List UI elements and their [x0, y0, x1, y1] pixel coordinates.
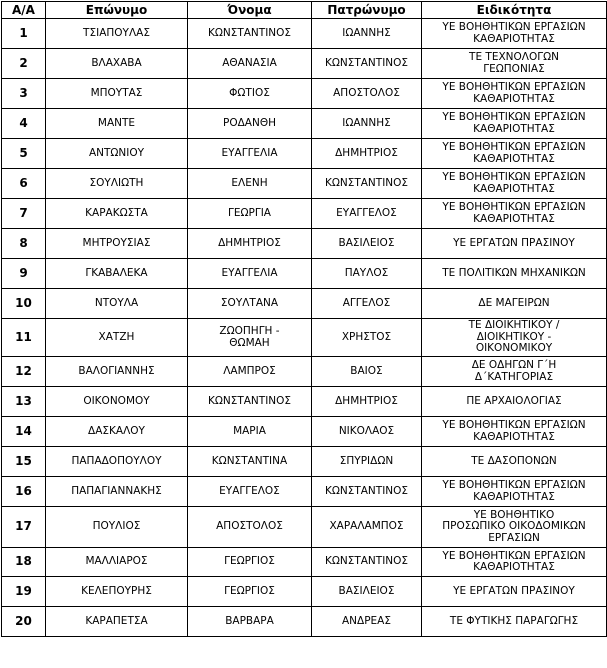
row-specialty: ΥΕ ΒΟΗΘΗΤΙΚΩΝ ΕΡΓΑΣΙΩΝ ΚΑΘΑΡΙΟΤΗΤΑΣ [422, 79, 607, 109]
row-father: ΚΩΝΣΤΑΝΤΙΝΟΣ [312, 169, 422, 199]
row-father: ΕΥΑΓΓΕΛΟΣ [312, 199, 422, 229]
row-number: 3 [2, 79, 46, 109]
row-specialty: ΥΕ ΒΟΗΘΗΤΙΚΟ ΠΡΟΣΩΠΙΚΟ ΟΙΚΟΔΟΜΙΚΩΝ ΕΡΓΑΣΙΩΝ [422, 507, 607, 548]
row-father: ΑΓΓΕΛΟΣ [312, 289, 422, 319]
row-name: ΑΠΟΣΤΟΛΟΣ [188, 507, 312, 548]
row-surname: ΚΕΛΕΠΟΥΡΗΣ [46, 577, 188, 607]
row-surname: ΜΑΝΤΕ [46, 109, 188, 139]
table-row [2, 19, 607, 49]
table-row [2, 109, 607, 139]
table-row [2, 139, 607, 169]
row-name: ΕΥΑΓΓΕΛΙΑ [188, 259, 312, 289]
row-name: ΚΩΝΣΤΑΝΤΙΝΟΣ [188, 387, 312, 417]
table-row [2, 607, 607, 637]
row-specialty: ΤΕ ΠΟΛΙΤΙΚΩΝ ΜΗΧΑΝΙΚΩΝ [422, 259, 607, 289]
row-surname: ΚΑΡΑΠΕΤΣΑ [46, 607, 188, 637]
row-father: ΝΙΚΟΛΑΟΣ [312, 417, 422, 447]
row-surname: ΠΟΥΛΙΟΣ [46, 507, 188, 548]
table-row [2, 548, 607, 577]
row-surname: ΜΠΟΥΤΑΣ [46, 79, 188, 109]
row-specialty: ΥΕ ΒΟΗΘΗΤΙΚΩΝ ΕΡΓΑΣΙΩΝ ΚΑΘΑΡΙΟΤΗΤΑΣ [422, 548, 607, 577]
row-father: ΒΑΙΟΣ [312, 357, 422, 387]
table-row [2, 289, 607, 319]
row-number: 20 [2, 607, 46, 637]
row-specialty: ΔΕ ΜΑΓΕΙΡΩΝ [422, 289, 607, 319]
row-name: ΓΕΩΡΓΙΑ [188, 199, 312, 229]
row-number: 7 [2, 199, 46, 229]
row-number: 19 [2, 577, 46, 607]
row-name: ΚΩΝΣΤΑΝΤΙΝΟΣ [188, 19, 312, 49]
header-row [2, 2, 607, 19]
row-specialty: ΥΕ ΒΟΗΘΗΤΙΚΩΝ ΕΡΓΑΣΙΩΝ ΚΑΘΑΡΙΟΤΗΤΑΣ [422, 169, 607, 199]
row-father: ΚΩΝΣΤΑΝΤΙΝΟΣ [312, 49, 422, 79]
row-specialty: ΤΕ ΦΥΤΙΚΗΣ ΠΑΡΑΓΩΓΗΣ [422, 607, 607, 637]
row-specialty: ΔΕ ΟΔΗΓΩΝ Γ΄Η Δ΄ΚΑΤΗΓΟΡΙΑΣ [422, 357, 607, 387]
row-name: ΕΥΑΓΓΕΛΙΑ [188, 139, 312, 169]
row-father: ΚΩΝΣΤΑΝΤΙΝΟΣ [312, 477, 422, 507]
row-father: ΧΑΡΑΛΑΜΠΟΣ [312, 507, 422, 548]
row-number: 5 [2, 139, 46, 169]
header-name: Όνομα [188, 2, 312, 19]
row-name: ΦΩΤΙΟΣ [188, 79, 312, 109]
row-specialty: ΥΕ ΒΟΗΘΗΤΙΚΩΝ ΕΡΓΑΣΙΩΝ ΚΑΘΑΡΙΟΤΗΤΑΣ [422, 199, 607, 229]
row-father: ΙΩΑΝΝΗΣ [312, 19, 422, 49]
table-row [2, 199, 607, 229]
row-father: ΚΩΝΣΤΑΝΤΙΝΟΣ [312, 548, 422, 577]
row-father: ΠΑΥΛΟΣ [312, 259, 422, 289]
table-row [2, 387, 607, 417]
row-specialty: ΥΕ ΕΡΓΑΤΩΝ ΠΡΑΣΙΝΟΥ [422, 577, 607, 607]
row-number: 18 [2, 548, 46, 577]
row-number: 15 [2, 447, 46, 477]
row-name: ΕΥΑΓΓΕΛΟΣ [188, 477, 312, 507]
row-number: 17 [2, 507, 46, 548]
table-row [2, 259, 607, 289]
table-row [2, 577, 607, 607]
row-name: ΜΑΡΙΑ [188, 417, 312, 447]
row-number: 11 [2, 319, 46, 357]
row-surname: ΜΗΤΡΟΥΣΙΑΣ [46, 229, 188, 259]
header-num: Α/Α [2, 2, 46, 19]
roster-table [1, 1, 607, 637]
row-number: 8 [2, 229, 46, 259]
row-specialty: ΥΕ ΕΡΓΑΤΩΝ ΠΡΑΣΙΝΟΥ [422, 229, 607, 259]
row-father: ΒΑΣΙΛΕΙΟΣ [312, 577, 422, 607]
row-name: ΓΕΩΡΓΙΟΣ [188, 577, 312, 607]
row-name: ΑΘΑΝΑΣΙΑ [188, 49, 312, 79]
row-name: ΖΩΟΠΗΓΗ - ΘΩΜΑΗ [188, 319, 312, 357]
table-row [2, 49, 607, 79]
row-number: 1 [2, 19, 46, 49]
row-specialty: ΥΕ ΒΟΗΘΗΤΙΚΩΝ ΕΡΓΑΣΙΩΝ ΚΑΘΑΡΙΟΤΗΤΑΣ [422, 417, 607, 447]
row-number: 13 [2, 387, 46, 417]
row-name: ΚΩΝΣΤΑΝΤΙΝΑ [188, 447, 312, 477]
row-name: ΔΗΜΗΤΡΙΟΣ [188, 229, 312, 259]
row-surname: ΑΝΤΩΝΙΟΥ [46, 139, 188, 169]
row-number: 2 [2, 49, 46, 79]
table-row [2, 319, 607, 357]
row-specialty: ΠΕ ΑΡΧΑΙΟΛΟΓΙΑΣ [422, 387, 607, 417]
table-row [2, 477, 607, 507]
row-surname: ΒΑΛΟΓΙΑΝΝΗΣ [46, 357, 188, 387]
row-name: ΛΑΜΠΡΟΣ [188, 357, 312, 387]
header-surname: Επώνυμο [46, 2, 188, 19]
table-body [2, 19, 607, 637]
header-specialty: Ειδικότητα [422, 2, 607, 19]
row-surname: ΟΙΚΟΝΟΜΟΥ [46, 387, 188, 417]
row-father: ΔΗΜΗΤΡΙΟΣ [312, 387, 422, 417]
row-father: ΒΑΣΙΛΕΙΟΣ [312, 229, 422, 259]
table-row [2, 229, 607, 259]
row-name: ΕΛΕΝΗ [188, 169, 312, 199]
row-name: ΡΟΔΑΝΘΗ [188, 109, 312, 139]
row-surname: ΒΛΑΧΑΒΑ [46, 49, 188, 79]
table-row [2, 169, 607, 199]
row-number: 12 [2, 357, 46, 387]
row-specialty: ΤΕ ΔΙΟΙΚΗΤΙΚΟΥ / ΔΙΟΙΚΗΤΙΚΟΥ - ΟΙΚΟΝΟΜΙΚΟΥ [422, 319, 607, 357]
row-number: 6 [2, 169, 46, 199]
row-surname: ΓΚΑΒΑΛΕΚΑ [46, 259, 188, 289]
row-specialty: ΥΕ ΒΟΗΘΗΤΙΚΩΝ ΕΡΓΑΣΙΩΝ ΚΑΘΑΡΙΟΤΗΤΑΣ [422, 109, 607, 139]
row-number: 10 [2, 289, 46, 319]
row-number: 4 [2, 109, 46, 139]
row-name: ΣΟΥΛΤΑΝΑ [188, 289, 312, 319]
row-number: 14 [2, 417, 46, 447]
row-father: ΣΠΥΡΙΔΩΝ [312, 447, 422, 477]
row-surname: ΤΣΙΑΠΟΥΛΑΣ [46, 19, 188, 49]
row-surname: ΚΑΡΑΚΩΣΤΑ [46, 199, 188, 229]
row-name: ΒΑΡΒΑΡΑ [188, 607, 312, 637]
row-name: ΓΕΩΡΓΙΟΣ [188, 548, 312, 577]
table-header [2, 2, 607, 19]
row-specialty: ΥΕ ΒΟΗΘΗΤΙΚΩΝ ΕΡΓΑΣΙΩΝ ΚΑΘΑΡΙΟΤΗΤΑΣ [422, 477, 607, 507]
row-specialty: ΥΕ ΒΟΗΘΗΤΙΚΩΝ ΕΡΓΑΣΙΩΝ ΚΑΘΑΡΙΟΤΗΤΑΣ [422, 139, 607, 169]
row-surname: ΠΑΠΑΓΙΑΝΝΑΚΗΣ [46, 477, 188, 507]
row-surname: ΔΑΣΚΑΛΟΥ [46, 417, 188, 447]
row-surname: ΜΑΛΛΙΑΡΟΣ [46, 548, 188, 577]
row-surname: ΝΤΟΥΛΑ [46, 289, 188, 319]
table-row [2, 417, 607, 447]
row-number: 16 [2, 477, 46, 507]
table-row [2, 447, 607, 477]
table-row [2, 507, 607, 548]
header-father: Πατρώνυμο [312, 2, 422, 19]
row-number: 9 [2, 259, 46, 289]
row-father: ΙΩΑΝΝΗΣ [312, 109, 422, 139]
row-specialty: ΥΕ ΒΟΗΘΗΤΙΚΩΝ ΕΡΓΑΣΙΩΝ ΚΑΘΑΡΙΟΤΗΤΑΣ [422, 19, 607, 49]
row-father: ΑΝΔΡΕΑΣ [312, 607, 422, 637]
row-specialty: ΤΕ ΔΑΣΟΠΟΝΩΝ [422, 447, 607, 477]
row-father: ΔΗΜΗΤΡΙΟΣ [312, 139, 422, 169]
row-surname: ΣΟΥΛΙΩΤΗ [46, 169, 188, 199]
table-row [2, 79, 607, 109]
row-specialty: ΤΕ ΤΕΧΝΟΛΟΓΩΝ ΓΕΩΠΟΝΙΑΣ [422, 49, 607, 79]
row-surname: ΠΑΠΑΔΟΠΟΥΛΟΥ [46, 447, 188, 477]
table-row [2, 357, 607, 387]
row-father: ΧΡΗΣΤΟΣ [312, 319, 422, 357]
row-father: ΑΠΟΣΤΟΛΟΣ [312, 79, 422, 109]
row-surname: ΧΑΤΖΗ [46, 319, 188, 357]
